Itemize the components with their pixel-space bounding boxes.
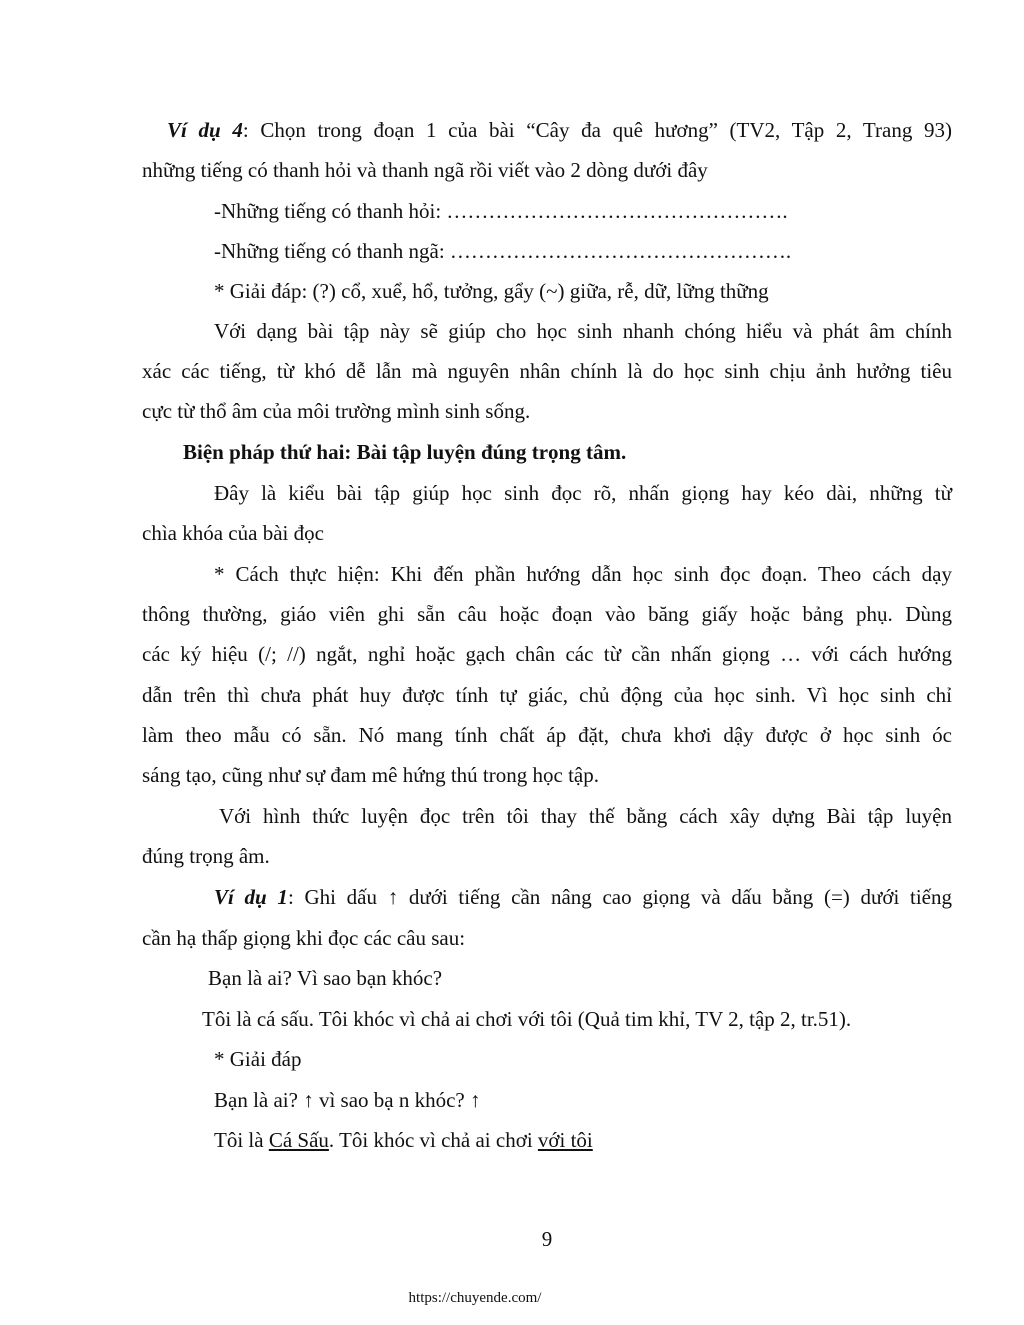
example4-label: Ví dụ 4 [167, 118, 243, 142]
para3-line4: dẫn trên thì chưa phát huy được tính tự giác, chủ động của học sinh. Vì học sinh chỉ [142, 683, 952, 707]
para3-line6: sáng tạo, cũng như sự đam mê hứng thú trong học tập. [142, 763, 599, 787]
para3-line5: làm theo mẫu có sẵn. Nó mang tính chất áp đặt, chưa khơi dậy được ở học sinh óc [142, 723, 952, 747]
example1-question2: Tôi là cá sấu. Tôi khóc vì chả ai chơi với tôi (Quả tim khỉ, TV 2, tập 2, tr.51). [202, 1007, 852, 1031]
example1-answer2-part1: Tôi là [214, 1128, 269, 1152]
footer-url[interactable]: https://chuyende.com/ [408, 1290, 542, 1306]
example1-answer2 [214, 1128, 593, 1152]
example4-line1 [142, 118, 952, 142]
para3-line1: * Cách thực hiện: Khi đến phần hướng dẫn học sinh đọc đoạn. Theo cách dạy [214, 562, 952, 586]
example1-answer2-underlined2: với tôi [537, 1128, 593, 1152]
example4-nga-line: -Những tiếng có thanh ngã: …………………………………………. [214, 239, 792, 263]
para3-line2: thông thường, giáo viên ghi sẵn câu hoặc đoạn vào băng giấy hoặc bảng phụ. Dùng [142, 602, 952, 626]
example1-answer2-part2: . Tôi khóc vì chả ai chơi [328, 1128, 538, 1152]
example1-line1 [214, 885, 952, 909]
section-heading: Biện pháp thứ hai: Bài tập luyện đúng trọng tâm. [183, 440, 627, 464]
para1-line3: cực từ thổ âm của môi trường mình sinh sống. [142, 399, 531, 423]
example1-line1-text: : Ghi dấu ↑ dưới tiếng cần nâng cao giọng và dấu bằng (=) dưới tiếng [287, 885, 952, 909]
para4-line2: đúng trọng âm. [142, 844, 270, 868]
example4-line2: những tiếng có thanh hỏi và thanh ngã rồi viết vào 2 dòng dưới đây [142, 158, 708, 182]
para1-line2: xác các tiếng, từ khó dễ lẫn mà nguyên nhân chính là do học sinh chịu ảnh hưởng tiêu [142, 359, 952, 383]
example4-line1-text: : Chọn trong đoạn 1 của bài “Cây đa quê hương” (TV2, Tập 2, Trang 93) [242, 118, 952, 142]
example4-hoi-line: -Những tiếng có thanh hỏi: …………………………………………. [214, 199, 788, 223]
example1-question1: Bạn là ai? Vì sao bạn khóc? [208, 966, 443, 990]
para3-line3: các ký hiệu (/; //) ngắt, nghỉ hoặc gạch chân các từ cần nhấn giọng … với cách hướng [142, 642, 952, 666]
example1-line2: cần hạ thấp giọng khi đọc các câu sau: [142, 926, 466, 950]
para2-line2: chìa khóa của bài đọc [142, 521, 324, 545]
example1-answer2-underlined1: Cá Sấu [268, 1128, 329, 1152]
para4-line1: Với hình thức luyện đọc trên tôi thay thế bằng cách xây dựng Bài tập luyện [219, 804, 952, 828]
para1-line1: Với dạng bài tập này sẽ giúp cho học sinh nhanh chóng hiểu và phát âm chính [214, 319, 952, 343]
example4-answer: * Giải đáp: (?) cổ, xuể, hổ, tưởng, gẩy (~) giữa, rễ, dữ, lững thững [214, 279, 769, 303]
example1-answer-label: * Giải đáp [214, 1047, 302, 1071]
para2-line1: Đây là kiểu bài tập giúp học sinh đọc rõ, nhấn giọng hay kéo dài, những từ [214, 481, 952, 505]
example1-label: Ví dụ 1 [214, 885, 288, 909]
example1-answer1: Bạn là ai? ↑ vì sao bạ n khóc? ↑ [214, 1088, 481, 1112]
page-number: 9 [541, 1227, 553, 1251]
